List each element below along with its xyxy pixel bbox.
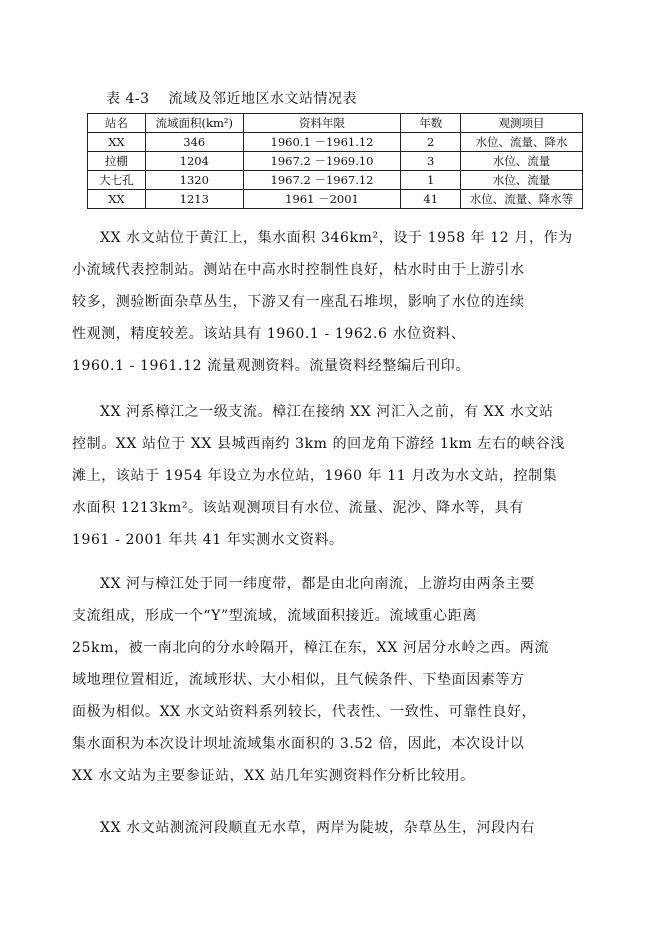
text-line: 面极为相似。XX 水文站资料系列较长，代表性、一致性、可靠性良好，	[72, 704, 537, 720]
cell-station-name: 拉棚	[88, 152, 146, 171]
text-line: 1960.1 - 1961.12 流量观测资料。流量资料经整编后刊印。	[72, 358, 470, 374]
cell-data-period: 1967.2 －1969.10	[243, 152, 401, 171]
cell-years: 41	[401, 190, 461, 209]
table-row	[88, 152, 583, 171]
cell-years: 2	[401, 133, 461, 152]
cell-data-period: 1960.1 －1961.12	[243, 133, 401, 152]
paragraph-4	[72, 812, 602, 844]
table-caption-number: 表 4-3	[106, 91, 150, 107]
text-line: 集水面积为本次设计坝址流域集水面积的 3.52 倍，因此，本次设计以	[72, 736, 525, 752]
cell-basin-area: 1213	[145, 190, 243, 209]
text-line: 25km，被一南北向的分水岭隔开，樟江在东，XX 河居分水岭之西。两流	[72, 640, 549, 656]
text-line: 水面积 1213km²。该站观测项目有水位、流量、泥沙、降水等，具有	[72, 500, 524, 516]
cell-station-name: 大七孔	[88, 171, 146, 190]
table-row	[88, 133, 583, 152]
text-line: 较多，测验断面杂草丛生，下游又有一座乱石堆坝，影响了水位的连续	[72, 294, 525, 310]
cell-data-period: 1967.2 －1967.12	[243, 171, 401, 190]
paragraph-1	[72, 222, 602, 382]
table-caption-title: 流域及邻近地区水文站情况表	[168, 91, 357, 107]
paragraph-2	[72, 396, 602, 556]
text-line: 1961 - 2001 年共 41 年实测水文资料。	[72, 532, 344, 548]
header-station-name: 站名	[88, 114, 146, 133]
cell-observation-items: 水位、流量、降水	[461, 133, 583, 152]
cell-years: 1	[401, 171, 461, 190]
table-row	[88, 190, 583, 209]
hydrology-stations-table	[87, 113, 583, 209]
text-line: 小流域代表控制站。测站在中高水时控制性良好，枯水时由于上游引水	[72, 262, 525, 278]
text-line: XX 水文站为主要参证站，XX 站几年实测资料作分析比较用。	[72, 768, 475, 784]
table-row	[88, 171, 583, 190]
header-years: 年数	[401, 114, 461, 133]
cell-basin-area: 1204	[145, 152, 243, 171]
header-basin-area: 流域面积(km²)	[145, 114, 243, 133]
cell-observation-items: 水位、流量	[461, 152, 583, 171]
cell-observation-items: 水位、流量	[461, 171, 583, 190]
paragraph-3	[72, 568, 602, 792]
cell-basin-area: 346	[145, 133, 243, 152]
cell-years: 3	[401, 152, 461, 171]
header-data-period: 资料年限	[243, 114, 401, 133]
text-line: 域地理位置相近，流域形状、大小相似，且气候条件、下垫面因素等方	[72, 672, 525, 688]
cell-station-name: XX	[88, 133, 146, 152]
cell-basin-area: 1320	[145, 171, 243, 190]
text-line: XX 水文站位于黄江上，集水面积 346km²，设于 1958 年 12 月，作为	[100, 230, 573, 246]
cell-observation-items: 水位、流量、降水等	[461, 190, 583, 209]
text-line: 性观测，精度较差。该站具有 1960.1 - 1962.6 水位资料、	[72, 326, 466, 342]
text-line: 控制。XX 站位于 XX 县城西南约 3km 的回龙角下游经 1km 左右的峡谷浅	[72, 436, 565, 452]
cell-station-name: XX	[88, 190, 146, 209]
text-line: XX 水文站测流河段顺直无水草，两岸为陡坡，杂草丛生，河段内右	[100, 820, 535, 836]
text-line: 滩上，该站于 1954 年设立为水位站，1960 年 11 月改为水文站，控制集	[72, 468, 558, 484]
text-line: XX 河与樟江处于同一纬度带，都是由北向南流，上游均由两条主要	[100, 576, 535, 592]
cell-data-period: 1961 －2001	[243, 190, 401, 209]
header-observation-items: 观测项目	[461, 114, 583, 133]
text-line: XX 河系樟江之一级支流。樟江在接纳 XX 河汇入之前，有 XX 水文站	[100, 404, 554, 420]
table-caption	[106, 88, 357, 108]
table-header-row	[88, 114, 583, 133]
text-line: 支流组成，形成一个“Y”型流域，流域面积接近。流域重心距离	[72, 608, 477, 624]
